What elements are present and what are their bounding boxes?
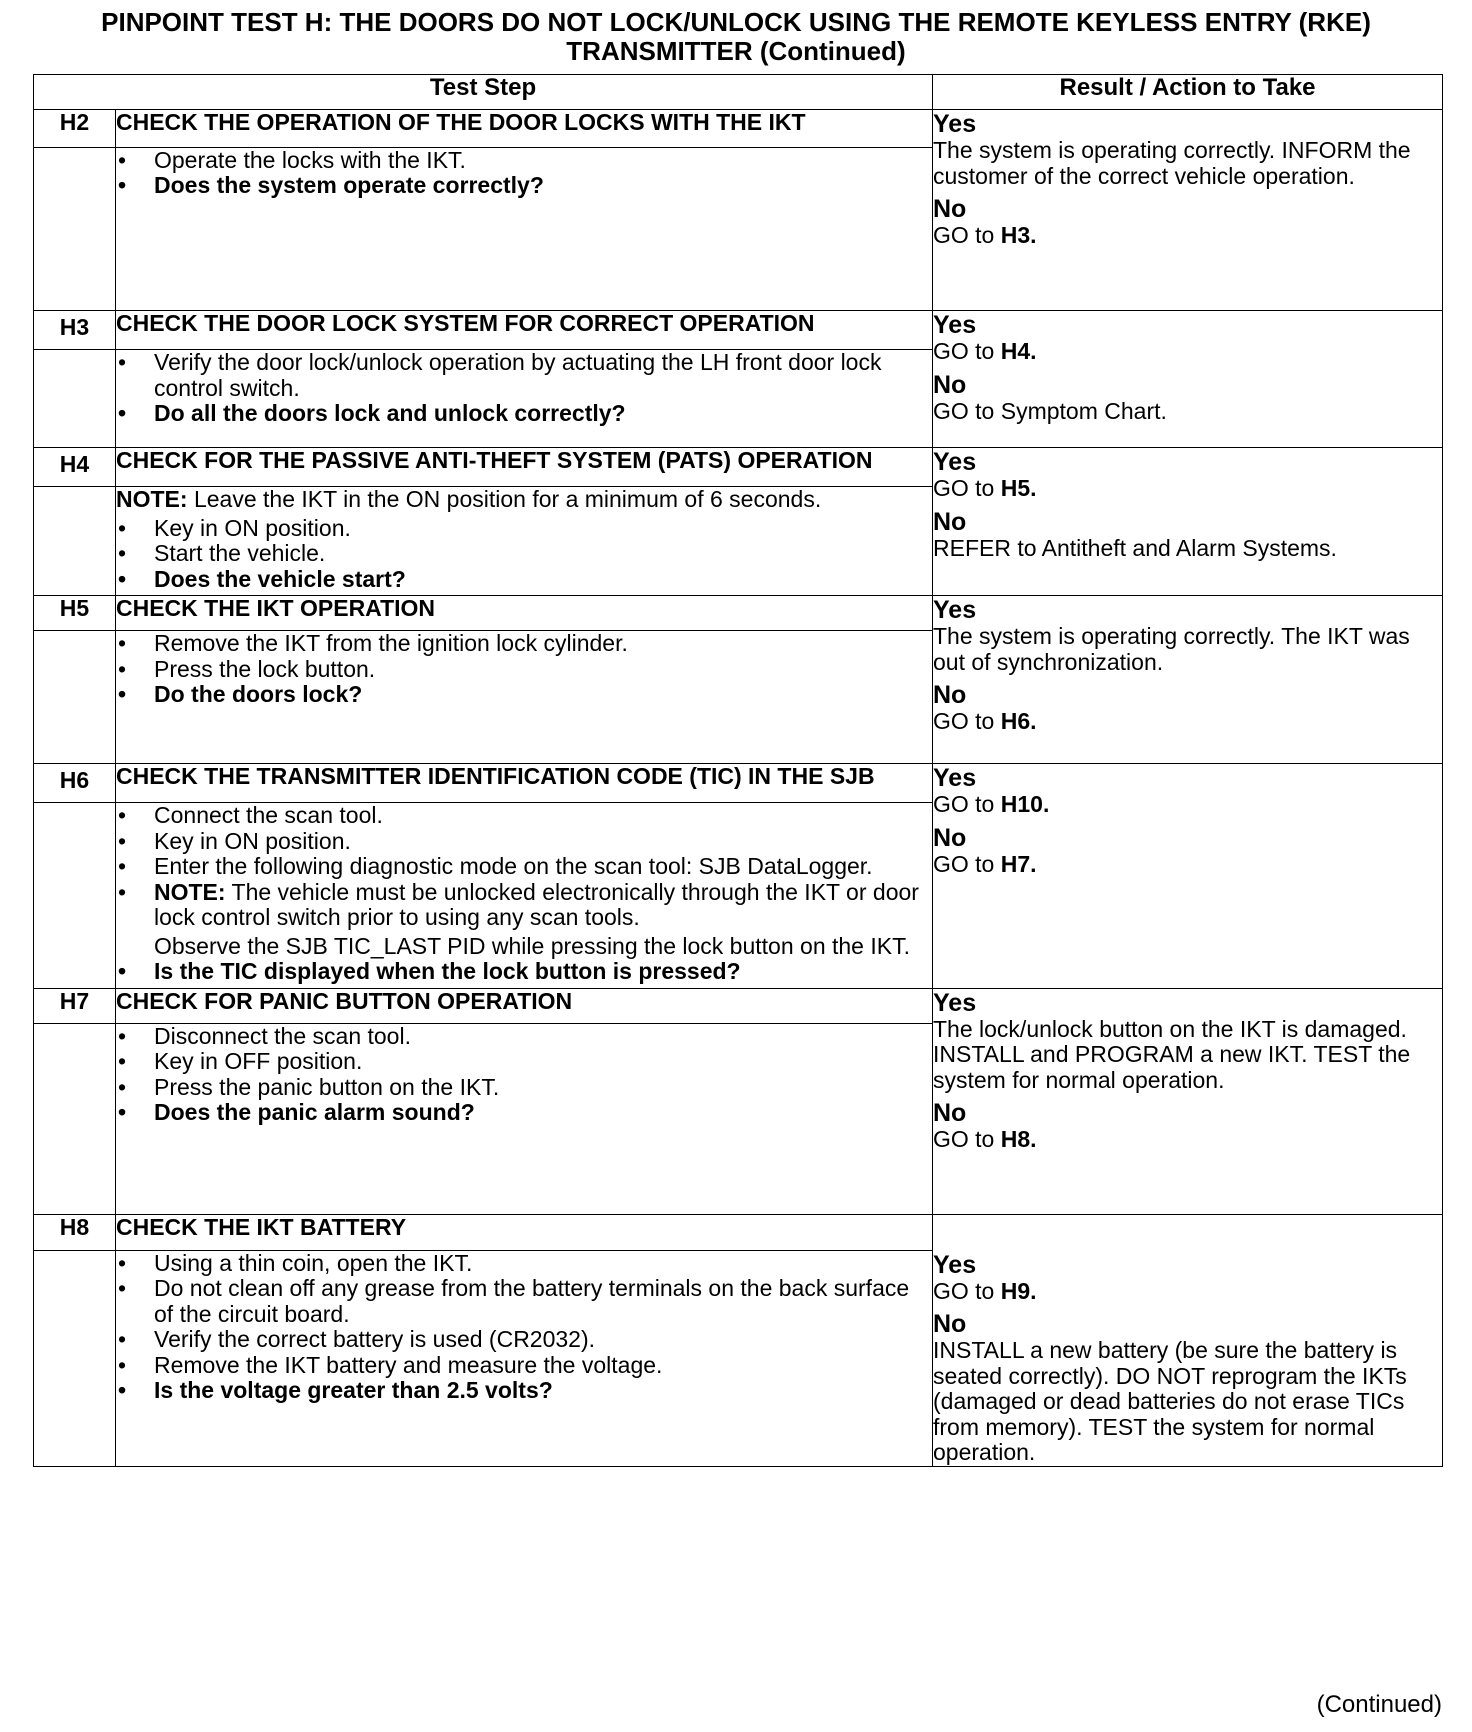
step-reference: H5. <box>1000 475 1037 501</box>
yes-result <box>933 989 1442 1094</box>
list-item: • Verify the correct battery is used (CR2032). <box>116 1327 932 1353</box>
step-question: • Do all the doors lock and unlock correctly? <box>116 401 932 427</box>
step-title: CHECK THE IKT BATTERY <box>116 1214 933 1250</box>
step-note <box>116 487 932 513</box>
no-label: No <box>933 195 967 223</box>
no-text: GO to H8. <box>933 1126 1037 1152</box>
no-result <box>933 195 1442 249</box>
no-label: No <box>933 1099 967 1127</box>
no-text: INSTALL a new battery (be sure the battery is seated correctly). DO NOT reprogram the IKTs (damaged or dead batteries do not erase TICs from memory). TEST the system for normal operation. <box>933 1337 1407 1465</box>
step-reference: H10. <box>1000 791 1050 817</box>
list-item: • Start the vehicle. <box>116 541 932 567</box>
step-id: H3 <box>34 311 116 350</box>
no-label: No <box>933 681 967 709</box>
step-title-row <box>34 596 1443 631</box>
yes-text: The lock/unlock button on the IKT is damaged. INSTALL and PROGRAM a new IKT. TEST the system for normal operation. <box>933 1015 1411 1093</box>
step-title-row <box>34 110 1443 148</box>
step-id: H4 <box>34 448 116 487</box>
step-body <box>116 1250 933 1466</box>
step-title: CHECK THE TRANSMITTER IDENTIFICATION CODE (TIC) IN THE SJB <box>116 764 933 803</box>
step-title-row <box>34 311 1443 350</box>
step-body <box>116 487 933 596</box>
list-item: • Key in ON position. <box>116 516 932 542</box>
step-reference: H3. <box>1000 222 1037 248</box>
note-extra-text: Observe the SJB TIC_LAST PID while pressing the lock button on the IKT. <box>154 932 910 959</box>
yes-text: GO to H9. <box>933 1277 1037 1304</box>
step-body <box>116 350 933 448</box>
yes-text: GO to H5. <box>933 475 1037 501</box>
list-item: • Verify the door lock/unlock operation by actuating the LH front door lock control switch. <box>116 350 932 401</box>
step-id: H5 <box>34 596 116 631</box>
step-id: H8 <box>34 1214 116 1250</box>
no-label: No <box>933 1310 967 1338</box>
yes-text: The system is operating correctly. The IKT was out of synchronization. <box>933 623 1410 675</box>
yes-result <box>933 311 1442 365</box>
step-body <box>116 803 933 989</box>
no-label: No <box>933 370 967 399</box>
list-item-note <box>116 880 932 960</box>
yes-text: GO to H10. <box>933 791 1050 817</box>
table-header-row <box>34 75 1443 110</box>
result-cell <box>933 311 1443 448</box>
yes-result <box>933 596 1442 675</box>
no-text: GO to Symptom Chart. <box>933 397 1167 424</box>
list-item: • Using a thin coin, open the IKT. <box>116 1251 932 1277</box>
step-title-row <box>34 1214 1443 1250</box>
step-list <box>116 516 932 593</box>
yes-label: Yes <box>933 764 977 792</box>
step-body <box>116 147 933 310</box>
step-title: CHECK FOR THE PASSIVE ANTI-THEFT SYSTEM (PATS) OPERATION <box>116 448 933 487</box>
pinpoint-test-table <box>33 74 1443 1467</box>
step-title: CHECK FOR PANIC BUTTON OPERATION <box>116 988 933 1023</box>
step-question: • Is the TIC displayed when the lock button is pressed? <box>116 959 932 985</box>
no-result <box>933 508 1442 562</box>
step-title: CHECK THE IKT OPERATION <box>116 596 933 631</box>
note-text: Leave the IKT in the ON position for a minimum of 6 seconds. <box>187 486 822 512</box>
no-label: No <box>933 823 967 852</box>
step-question: • Does the panic alarm sound? <box>116 1100 932 1126</box>
no-result <box>933 1099 1442 1153</box>
step-reference: H6. <box>1000 708 1037 734</box>
step-reference: H8. <box>1000 1126 1037 1152</box>
page-title: PINPOINT TEST H: THE DOORS DO NOT LOCK/UNLOCK USING THE REMOTE KEYLESS ENTRY (RKE) TRANSMITTER (Continued) <box>101 7 1371 66</box>
no-text: GO to H6. <box>933 708 1037 734</box>
step-id: H2 <box>34 110 116 148</box>
no-text: GO to H7. <box>933 850 1037 877</box>
no-result <box>933 681 1442 735</box>
yes-text: The system is operating correctly. INFORM the customer of the correct vehicle operation. <box>933 137 1411 189</box>
list-item: • Remove the IKT from the ignition lock cylinder. <box>116 631 932 657</box>
step-id: H7 <box>34 988 116 1023</box>
step-question: • Does the system operate correctly? <box>116 173 932 199</box>
yes-label: Yes <box>933 596 977 624</box>
list-item: • Key in OFF position. <box>116 1049 932 1075</box>
step-title-row <box>34 764 1443 803</box>
continued-label: (Continued) <box>1316 1691 1442 1718</box>
step-title: CHECK THE OPERATION OF THE DOOR LOCKS WITH THE IKT <box>116 110 933 148</box>
step-title: CHECK THE DOOR LOCK SYSTEM FOR CORRECT OPERATION <box>116 311 933 350</box>
step-list <box>116 1251 932 1404</box>
step-reference: H4. <box>1000 338 1037 364</box>
step-question: • Do the doors lock? <box>116 682 932 708</box>
no-result <box>933 824 1442 878</box>
list-item: • Press the lock button. <box>116 657 932 683</box>
yes-label: Yes <box>933 988 977 1017</box>
result-cell <box>933 1214 1443 1466</box>
list-item: • Operate the locks with the IKT. <box>116 148 932 174</box>
step-id: H6 <box>34 764 116 803</box>
yes-label: Yes <box>933 1250 977 1279</box>
result-cell <box>933 448 1443 596</box>
yes-label: Yes <box>933 311 977 339</box>
yes-result <box>933 1251 1442 1305</box>
note-label: NOTE: <box>154 878 226 905</box>
no-text: REFER to Antitheft and Alarm Systems. <box>933 534 1337 561</box>
step-list <box>116 631 932 708</box>
result-cell <box>933 764 1443 989</box>
result-cell <box>933 596 1443 764</box>
step-body <box>116 631 933 764</box>
note-label: NOTE: <box>116 486 188 512</box>
list-item: • Press the panic button on the IKT. <box>116 1075 932 1101</box>
yes-text: GO to H4. <box>933 338 1037 364</box>
note-text: The vehicle must be unlocked electronically through the IKT or door lock control switch prior to using any scan tools. <box>154 878 919 930</box>
test-step-header: Test Step <box>34 75 933 110</box>
yes-label: Yes <box>933 448 977 476</box>
step-reference: H9. <box>1000 1277 1037 1304</box>
step-body <box>116 1023 933 1214</box>
step-title-row <box>34 448 1443 487</box>
step-question: • Is the voltage greater than 2.5 volts? <box>116 1378 932 1404</box>
no-label: No <box>933 507 967 536</box>
step-reference: H7. <box>1000 850 1037 877</box>
step-list <box>116 1024 932 1126</box>
step-list <box>116 803 932 985</box>
result-cell <box>933 110 1443 311</box>
list-item: • Enter the following diagnostic mode on the scan tool: SJB DataLogger. <box>116 854 932 880</box>
no-result <box>933 371 1442 425</box>
result-header: Result / Action to Take <box>933 75 1443 110</box>
list-item: • Do not clean off any grease from the battery terminals on the back surface of the circuit board. <box>116 1276 932 1327</box>
list-item: • Remove the IKT battery and measure the voltage. <box>116 1353 932 1379</box>
no-result <box>933 1310 1442 1466</box>
yes-result <box>933 764 1442 818</box>
list-item: • Disconnect the scan tool. <box>116 1024 932 1050</box>
yes-label: Yes <box>933 110 977 138</box>
step-title-row <box>34 988 1443 1023</box>
step-list <box>116 350 932 427</box>
result-cell <box>933 988 1443 1214</box>
list-item: • Connect the scan tool. <box>116 803 932 829</box>
list-item: • Key in ON position. <box>116 829 932 855</box>
yes-result <box>933 110 1442 189</box>
step-list <box>116 148 932 199</box>
no-text: GO to H3. <box>933 222 1037 248</box>
step-question: • Does the vehicle start? <box>116 567 932 593</box>
yes-result <box>933 448 1442 502</box>
